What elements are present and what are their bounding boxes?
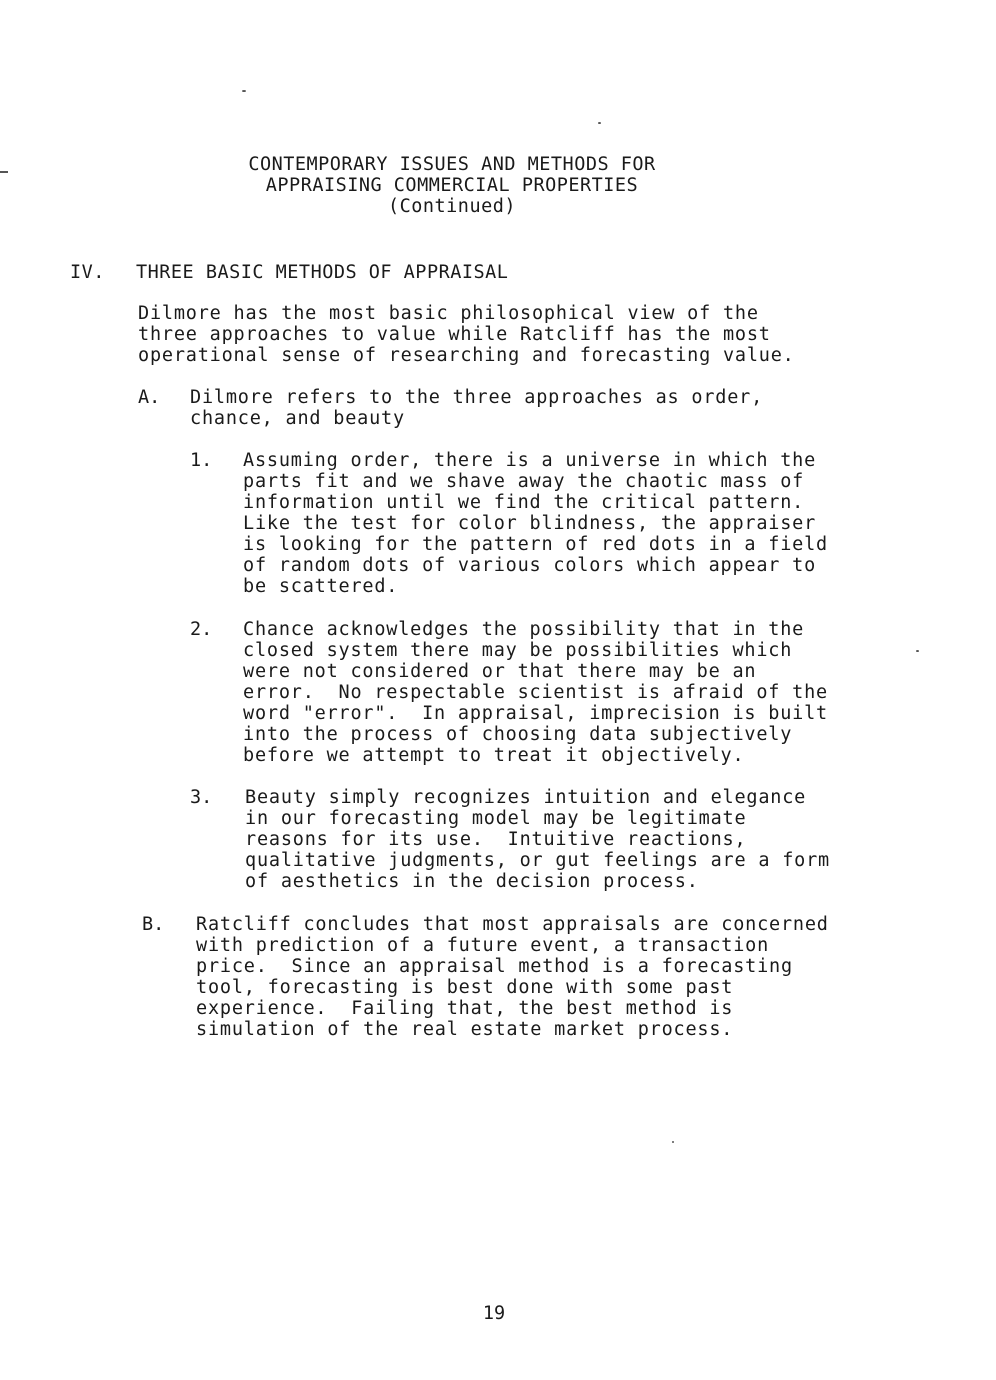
paragraph-line: Chance acknowledges the possibility that in the [243,619,805,640]
page-number: 19 [482,1303,506,1324]
paragraph-line: be scattered. [243,576,399,597]
page-footer [0,1303,996,1324]
paragraph-line: is looking for the pattern of red dots in a field [243,534,828,555]
paragraph-line: Dilmore has the most basic philosophical view of the [138,303,759,324]
paragraph-line: Dilmore refers to the three approaches as order, [190,387,764,408]
section-number: IV. [70,262,105,283]
list-marker: A. [138,387,161,408]
paragraph-line: in our forecasting model may be legitimate [245,808,747,829]
list-item-text [243,450,888,597]
list-marker: B. [142,914,165,935]
paragraph-line: three approaches to value while Ratcliff has the most [138,324,771,345]
title-line-3: (Continued) [387,196,517,217]
list-marker: 3. [190,787,213,808]
paragraph-line: reasons for its use. Intuitive reactions, [245,829,747,850]
paragraph-line: Beauty simply recognizes intuition and elegance [245,787,807,808]
paragraph-line: closed system there may be possibilities which [243,640,793,661]
paragraph-line: operational sense of researching and forecasting value. [138,345,795,366]
paragraph-line: into the process of choosing data subjectively [243,724,793,745]
paragraph-line: Ratcliff concludes that most appraisals are concerned [196,914,829,935]
paragraph-line: simulation of the real estate market process. [196,1019,734,1040]
scan-speck [598,122,601,124]
paragraph-line: Assuming order, there is a universe in which the [243,450,817,471]
paragraph-line: of aesthetics in the decision process. [245,871,699,892]
paragraph-line: chance, and beauty [190,408,405,429]
section-title: THREE BASIC METHODS OF APPRAISAL [136,262,509,283]
paragraph-line: parts fit and we shave away the chaotic mass of [243,471,805,492]
scan-speck [672,1141,674,1143]
paragraph-line: were not considered or that there may be an [243,661,757,682]
paragraph-line: word "error". In appraisal, imprecision is built [243,703,828,724]
paragraph-line: qualitative judgments, or gut feelings are a form [245,850,830,871]
section-heading [70,262,508,283]
scan-speck [916,650,919,652]
paragraph-line: price. Since an appraisal method is a forecasting [196,956,793,977]
list-marker: 1. [190,450,213,471]
paragraph-line: of random dots of various colors which appear to [243,555,817,576]
paragraph-line: experience. Failing that, the best method is [196,998,734,1019]
paragraph-line: information until we find the critical pattern. [243,492,805,513]
section-intro-paragraph [138,303,878,366]
list-item-text [245,787,888,892]
paragraph-line: before we attempt to treat it objectively. [243,745,745,766]
paragraph-line: error. No respectable scientist is afraid of the [243,682,828,703]
title-line-1: CONTEMPORARY ISSUES AND METHODS FOR [248,154,656,175]
list-item-text [196,914,890,1040]
scan-speck [242,90,246,92]
paragraph-line: Like the test for color blindness, the appraiser [243,513,817,534]
paragraph-line: tool, forecasting is best done with some past [196,977,734,998]
list-item-text [190,387,870,429]
list-marker: 2. [190,619,213,640]
list-item-text [243,619,888,766]
title-line-2: APPRAISING COMMERCIAL PROPERTIES [265,175,639,196]
document-title [0,154,904,217]
paragraph-line: with prediction of a future event, a transaction [196,935,770,956]
